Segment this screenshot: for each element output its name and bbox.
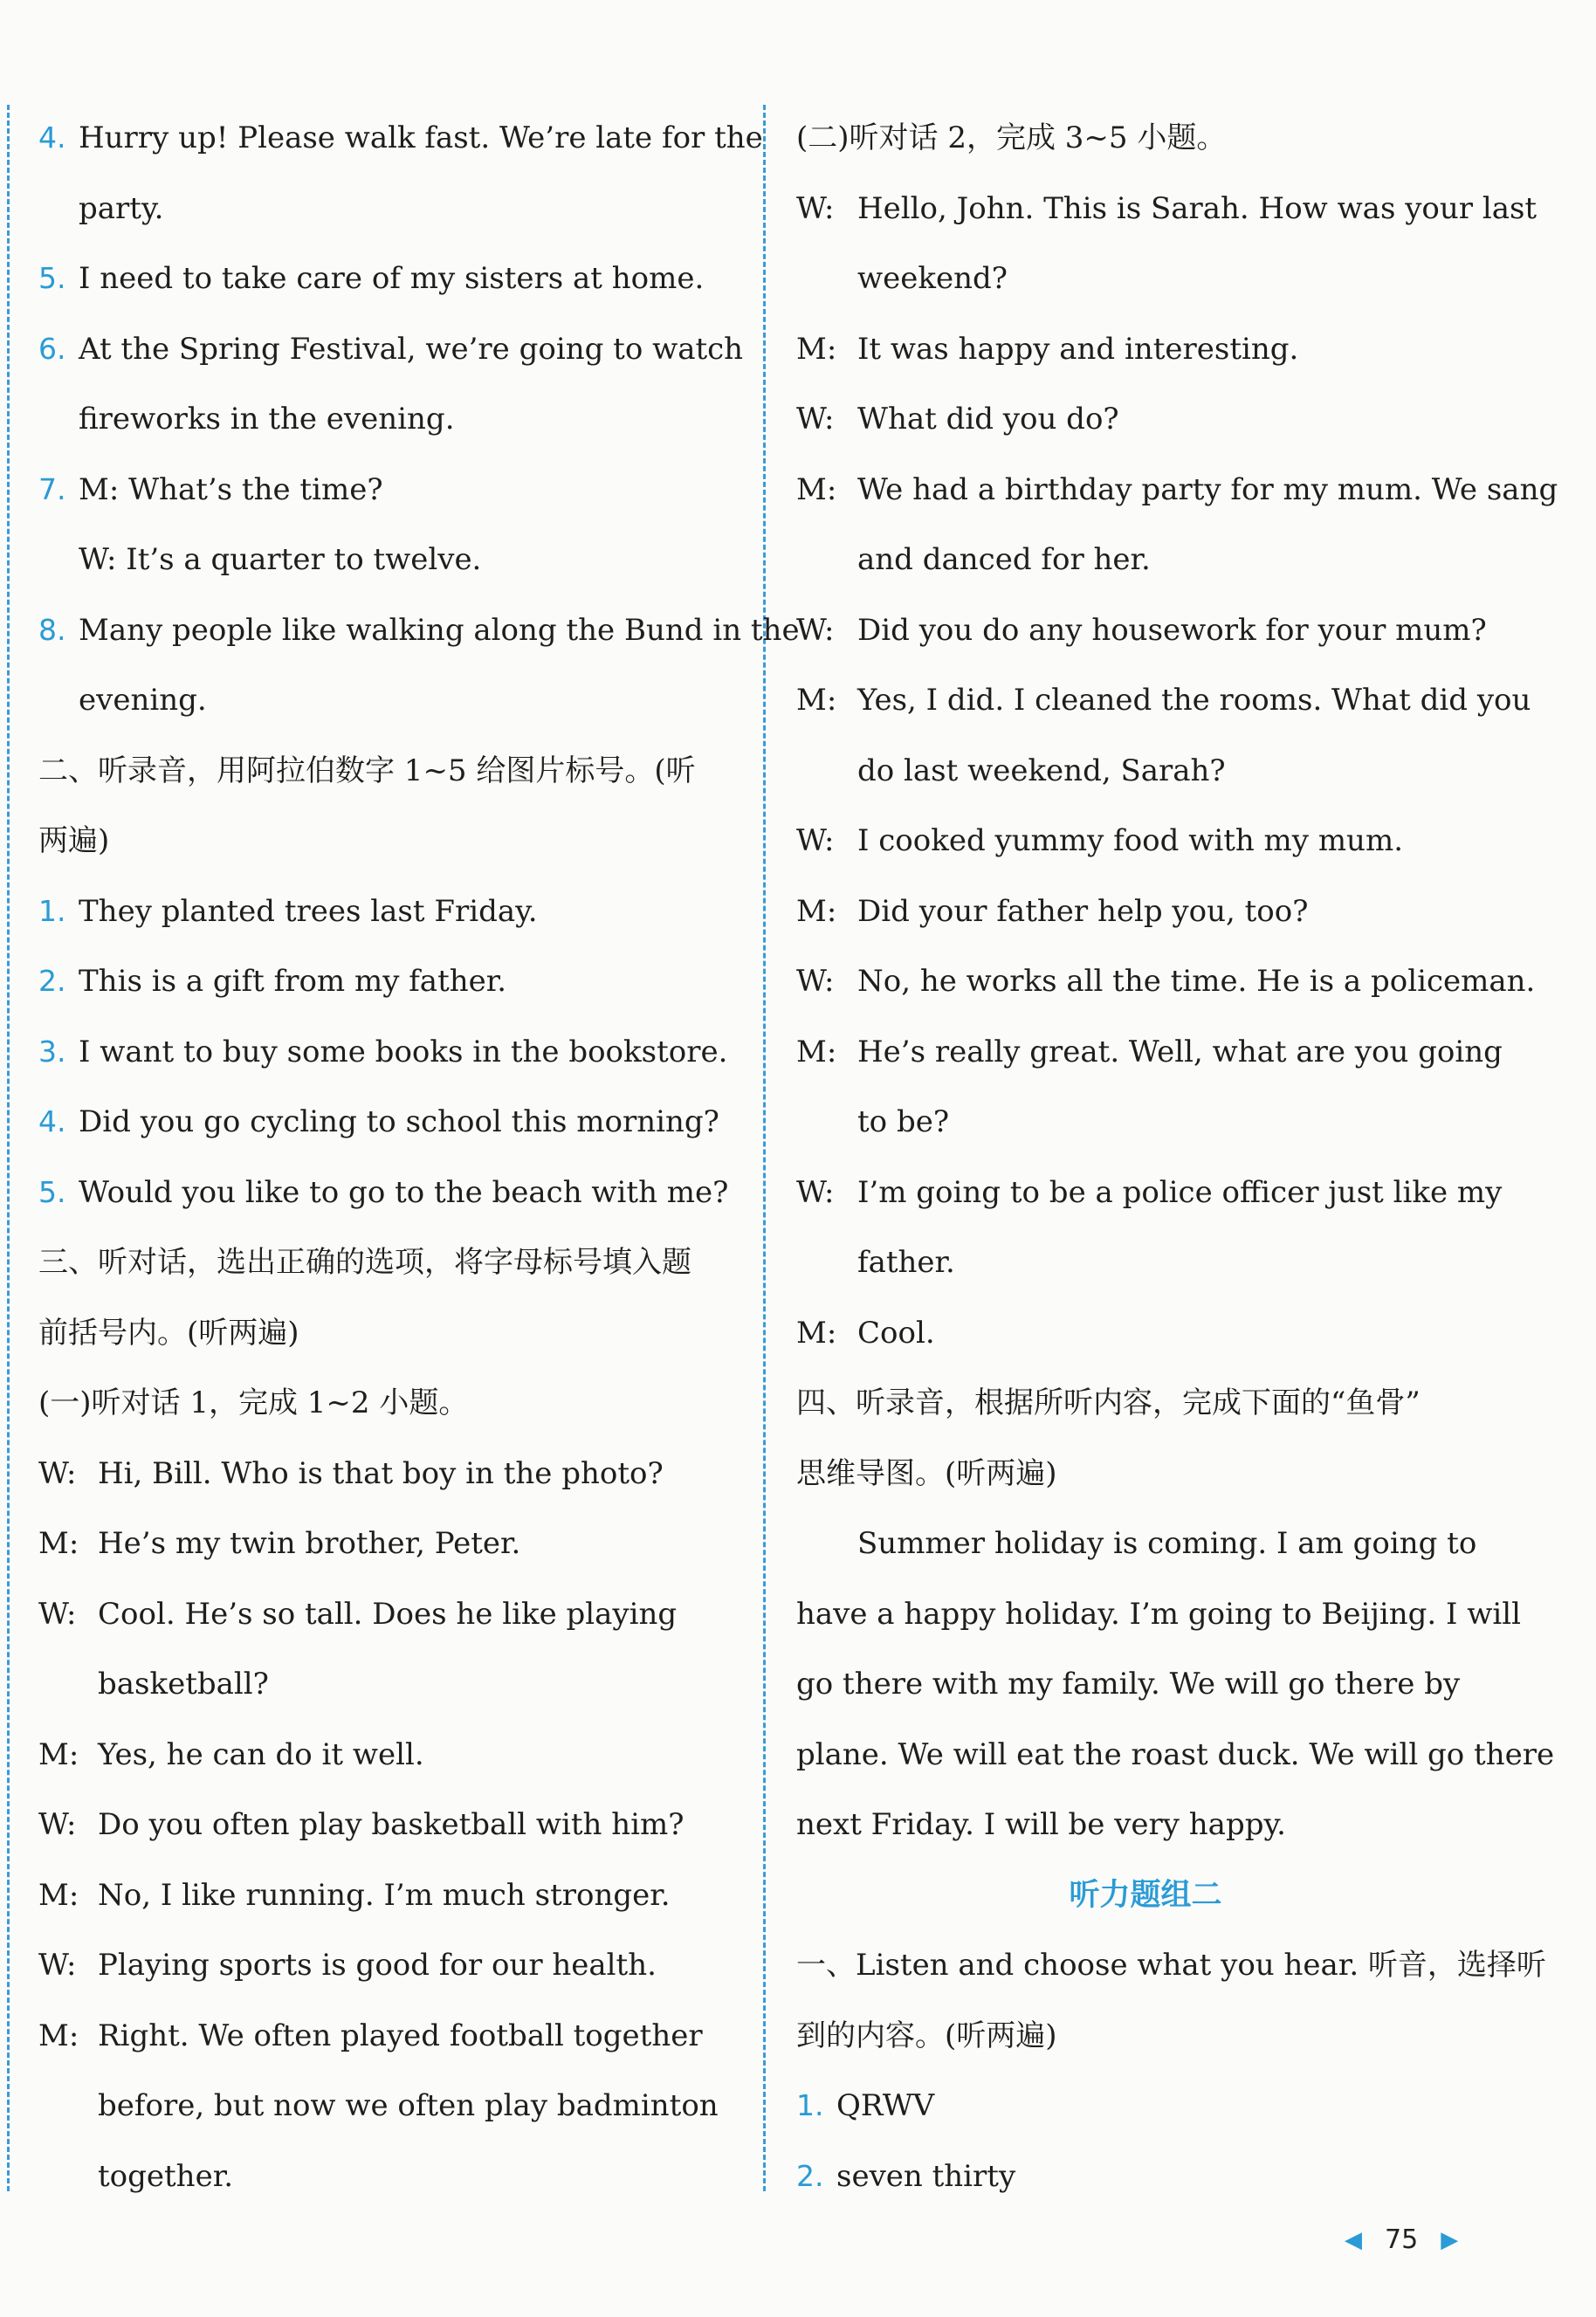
speaker-label: M: [796, 683, 837, 718]
dialogue-line [38, 1579, 737, 1650]
dialogue-continuation: do last weekend, Sarah? [857, 753, 1226, 788]
item-text: Hi, Bill. Who is that boy in the photo? [98, 1455, 664, 1491]
item-text: Yes, he can do it well. [98, 1736, 424, 1772]
dialogue-continuation: to be? [857, 1104, 950, 1139]
item-text: Playing sports is good for our health. [98, 1948, 657, 1983]
item-continuation: evening. [79, 683, 207, 718]
speaker-label: M: [796, 893, 837, 929]
speaker-label: W: [38, 1807, 77, 1842]
item-text: It was happy and interesting. [857, 331, 1299, 367]
item-number: 8. [38, 612, 66, 647]
item-text: They planted trees last Friday. [79, 893, 538, 929]
left-margin-divider [7, 105, 10, 2191]
item-text: This is a gift from my father. [79, 964, 507, 999]
column-divider [763, 105, 766, 2191]
item-number: 2. [796, 2158, 824, 2193]
list-item [38, 1158, 737, 1228]
page-number: 75 [1385, 2224, 1419, 2255]
dialogue-line [796, 877, 1495, 947]
passage-line: Summer holiday is coming. I am going to [857, 1526, 1477, 1561]
dialogue-line [38, 1860, 737, 1931]
dialogue-line [38, 1930, 737, 2001]
item-text: seven thirty [836, 2158, 1016, 2194]
passage-line: go there with my family. We will go there by [796, 1667, 1461, 1702]
item-number: 4. [38, 1104, 66, 1138]
dialogue-continuation: father. [857, 1245, 955, 1280]
chevron-right-icon[interactable]: ▶ [1441, 2226, 1459, 2253]
passage-line: have a happy holiday. I’m going to Beijing. I will [796, 1596, 1521, 1632]
item-text: We had a birthday party for my mum. We sang [857, 471, 1558, 507]
item-number: 2. [38, 964, 66, 998]
page-navigation [1345, 2224, 1458, 2255]
item-text: Yes, I did. I cleaned the rooms. What did you [857, 683, 1531, 718]
item-text: It’s a quarter to twelve. [126, 542, 482, 577]
item-number: 7. [38, 471, 66, 506]
speaker-label: W: [796, 1174, 835, 1210]
speaker-label: M: [38, 1736, 79, 1772]
dialogue-continuation: and danced for her. [857, 542, 1151, 577]
section-heading-continuation: 到的内容。(听两遍) [796, 2018, 1057, 2053]
dialogue-continuation: weekend? [857, 261, 1008, 296]
dialogue-line [38, 2001, 737, 2072]
item-text: He’s really great. Well, what are you going [857, 1034, 1503, 1069]
speaker-label: W: [38, 1455, 77, 1491]
list-item [38, 946, 737, 1017]
dialogue-line [796, 174, 1538, 244]
speaker-label: W: [38, 1596, 77, 1632]
speaker-label: M: [38, 1877, 79, 1913]
dialogue-line [38, 525, 737, 595]
section-heading-continuation: 前括号内。(听两遍) [38, 1315, 299, 1351]
dialogue-continuation: together. [98, 2158, 234, 2194]
passage-line: next Friday. I will be very happy. [796, 1807, 1286, 1842]
speaker-label: W: [796, 823, 835, 858]
section-heading-continuation: 两遍) [38, 823, 110, 858]
dialogue-line [38, 1439, 737, 1509]
item-text: What’s the time? [128, 471, 383, 507]
item-continuation: fireworks in the evening. [79, 402, 455, 437]
dialogue-line [38, 1720, 737, 1791]
item-text: Cool. He’s so tall. Does he like playing [98, 1596, 678, 1632]
item-number: 5. [38, 1174, 66, 1209]
dialogue-line [796, 455, 1558, 526]
list-item [38, 455, 737, 526]
speaker-label: W: [79, 542, 117, 577]
item-text: Hello, John. This is Sarah. How was your last [857, 190, 1538, 226]
item-text: I’m going to be a police officer just like my [857, 1174, 1503, 1210]
item-number: 1. [796, 2088, 824, 2122]
item-text: I cooked yummy food with my mum. [857, 823, 1403, 858]
section-heading: 三、听对话，选出正确的选项，将字母标号填入题 [38, 1245, 691, 1280]
list-item [38, 595, 800, 666]
item-text: Did your father help you, too? [857, 893, 1309, 929]
item-text: QRWV [836, 2088, 935, 2123]
speaker-label: M: [79, 471, 120, 507]
section-heading: 二、听录音，用阿拉伯数字 1~5 给图片标号。(听 [38, 753, 696, 788]
dialogue-line [796, 1298, 1495, 1369]
item-text: He’s my twin brother, Peter. [98, 1526, 521, 1561]
dialogue-line [796, 946, 1536, 1017]
item-text: Would you like to go to the beach with me? [79, 1174, 729, 1210]
speaker-label: M: [796, 471, 837, 507]
item-number: 4. [38, 120, 66, 155]
dialogue-line [796, 314, 1495, 385]
item-continuation: party. [79, 190, 164, 226]
list-item [38, 877, 737, 947]
speaker-label: W: [38, 1948, 77, 1983]
section-heading: 一、Listen and choose what you hear. 听音，选择听 [796, 1948, 1546, 1983]
item-text: I need to take care of my sisters at home. [79, 261, 705, 296]
speaker-label: M: [38, 2018, 79, 2053]
subsection-heading: (一)听对话 1，完成 1~2 小题。 [38, 1385, 469, 1420]
list-item [796, 2142, 1495, 2212]
speaker-label: M: [796, 1315, 837, 1351]
dialogue-line [796, 1017, 1503, 1088]
group-title: 听力题组二 [1069, 1877, 1222, 1913]
dialogue-line [796, 595, 1495, 666]
item-text: What did you do? [857, 402, 1119, 437]
list-item [796, 2071, 1495, 2142]
speaker-label: W: [796, 190, 835, 226]
list-item [38, 314, 744, 385]
right-column [796, 103, 1558, 2211]
speaker-label: M: [38, 1526, 79, 1561]
item-text: Do you often play basketball with him? [98, 1807, 684, 1842]
dialogue-line [796, 806, 1495, 877]
item-text: No, I like running. I’m much stronger. [98, 1877, 671, 1913]
subsection-heading: (二)听对话 2，完成 3~5 小题。 [796, 120, 1227, 155]
passage-line: plane. We will eat the roast duck. We will go there [796, 1736, 1555, 1772]
item-text: Did you do any housework for your mum? [857, 612, 1487, 648]
item-number: 5. [38, 261, 66, 295]
dialogue-line [796, 1158, 1503, 1228]
dialogue-line [38, 1790, 737, 1860]
left-column [38, 103, 800, 2211]
item-text: Hurry up! Please walk fast. We’re late for the [79, 120, 763, 155]
item-text: At the Spring Festival, we’re going to watch [79, 331, 744, 367]
speaker-label: W: [796, 402, 835, 437]
item-number: 6. [38, 331, 66, 366]
item-text: Did you go cycling to school this morning? [79, 1104, 719, 1139]
list-item [38, 103, 763, 174]
dialogue-continuation: before, but now we often play badminton [98, 2088, 719, 2123]
speaker-label: W: [796, 612, 835, 648]
item-text: I want to buy some books in the bookstore. [79, 1034, 728, 1069]
item-text: Cool. [857, 1315, 935, 1351]
list-item [38, 1017, 737, 1088]
speaker-label: M: [796, 331, 837, 367]
item-text: Right. We often played football together [98, 2018, 703, 2053]
dialogue-line [38, 1509, 737, 1579]
list-item [38, 244, 737, 314]
speaker-label: W: [796, 964, 835, 999]
item-text: No, he works all the time. He is a policeman. [857, 964, 1536, 999]
list-item [38, 1087, 737, 1158]
section-heading: 四、听录音，根据所听内容，完成下面的“鱼骨” [796, 1385, 1421, 1420]
section-heading-continuation: 思维导图。(听两遍) [796, 1455, 1057, 1491]
dialogue-line [796, 384, 1495, 455]
chevron-left-icon[interactable]: ◀ [1345, 2226, 1362, 2253]
dialogue-line [796, 665, 1531, 736]
item-text: Many people like walking along the Bund in the [79, 612, 800, 648]
item-number: 3. [38, 1034, 66, 1069]
speaker-label: M: [796, 1034, 837, 1069]
dialogue-continuation: basketball? [98, 1667, 269, 1702]
item-number: 1. [38, 893, 66, 928]
